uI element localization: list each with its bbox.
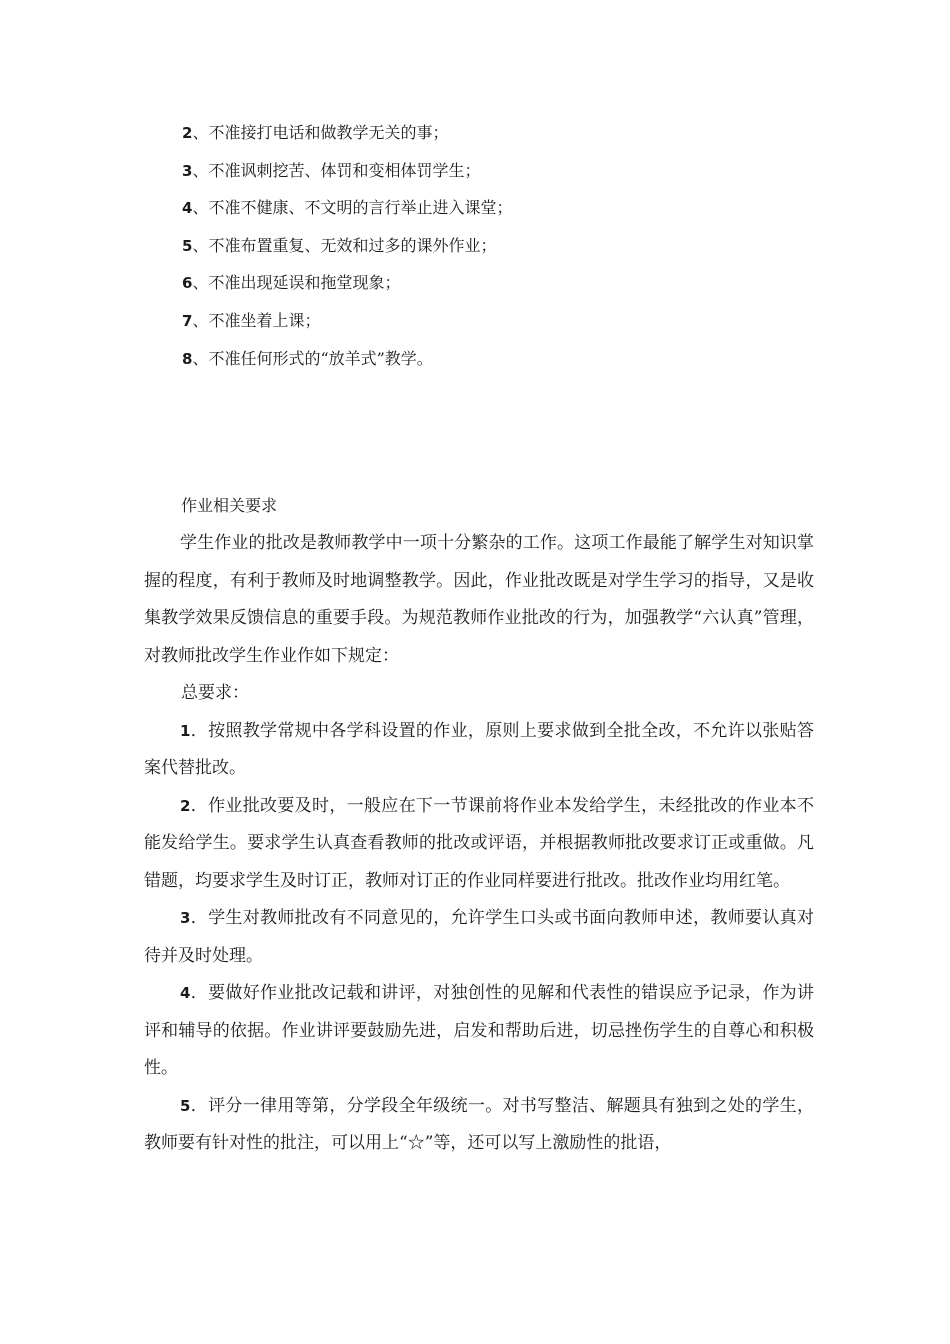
item-number: 6 [182,274,193,293]
item-number: 2 [180,796,191,815]
intro-paragraph: 学生作业的批改是教师教学中一项十分繁杂的工作。这项工作最能了解学生对知识掌握的程度，有利于教师及时地调整教学。因此，作业批改既是对学生学习的指导，又是收集教学效果反馈信息的重要手段。为规范教师作业批改的行为，加强教学“六认真”管理，对教师批改学生作业作如下规定： [144,533,814,666]
item-text: ．按照教学常规中各学科设置的作业，原则上要求做到全批全改，不允许以张贴答案代替批改。 [144,720,814,778]
list-item [182,344,822,382]
item-number: 5 [182,236,193,255]
list-item [182,268,822,306]
item-number: 5 [180,1096,191,1115]
subheading: 总要求： [181,683,249,703]
requirement-paragraph [144,900,814,975]
requirement-paragraph [144,975,814,1088]
item-number: 4 [180,984,191,1002]
item-number: 2 [182,124,193,142]
requirement-paragraph [144,1088,814,1163]
item-text: 、不准布置重复、无效和过多的课外作业； [192,235,497,255]
list-item [182,118,822,156]
section-title: 作业相关要求 [181,496,278,515]
rules-list [182,118,822,381]
item-number: 8 [182,349,193,368]
list-item [182,156,822,194]
requirement-paragraph [144,788,814,901]
homework-section [144,487,814,1163]
item-number: 7 [182,311,193,330]
item-text: 、不准坐着上课； [192,310,321,330]
item-number: 3 [180,909,191,927]
item-text: ．学生对教师批改有不同意见的，允许学生口头或书面向教师申述，教师要认真对待并及时处理。 [144,908,814,966]
item-text: 、不准讽刺挖苦、体罚和变相体罚学生； [192,160,481,180]
item-number: 4 [182,199,193,218]
list-item [182,231,822,269]
item-text: 、不准接打电话和做教学无关的事； [192,123,449,142]
item-text: 、不准任何形式的“放羊式”教学。 [192,348,433,368]
item-text: ．作业批改要及时，一般应在下一节课前将作业本发给学生，未经批改的作业本不能发给学生。要求学生认真查看教师的批改或评语，并根据教师批改要求订正或重做。凡错题，均要求学生及时订正，教师对订正的作业同样要进行批改。批改作业均用红笔。 [144,795,814,891]
item-text: 、不准不健康、不文明的言行举止进入课堂； [192,198,513,218]
list-item [182,306,822,344]
item-text: ．要做好作业批改记载和讲评，对独创性的见解和代表性的错误应予记录，作为讲评和辅导的依据。作业讲评要鼓励先进，启发和帮助后进，切忌挫伤学生的自尊心和积极性。 [144,983,814,1078]
list-item [182,193,822,231]
item-text: 、不准出现延误和拖堂现象； [192,273,401,293]
requirement-paragraph [144,713,814,788]
item-number: 3 [182,161,193,180]
item-number: 1 [180,721,191,740]
item-text: ．评分一律用等第，分学段全年级统一。对书写整洁、解题具有独到之处的学生，教师要有针对性的批注，可以用上“☆”等，还可以写上激励性的批语， [144,1095,814,1153]
